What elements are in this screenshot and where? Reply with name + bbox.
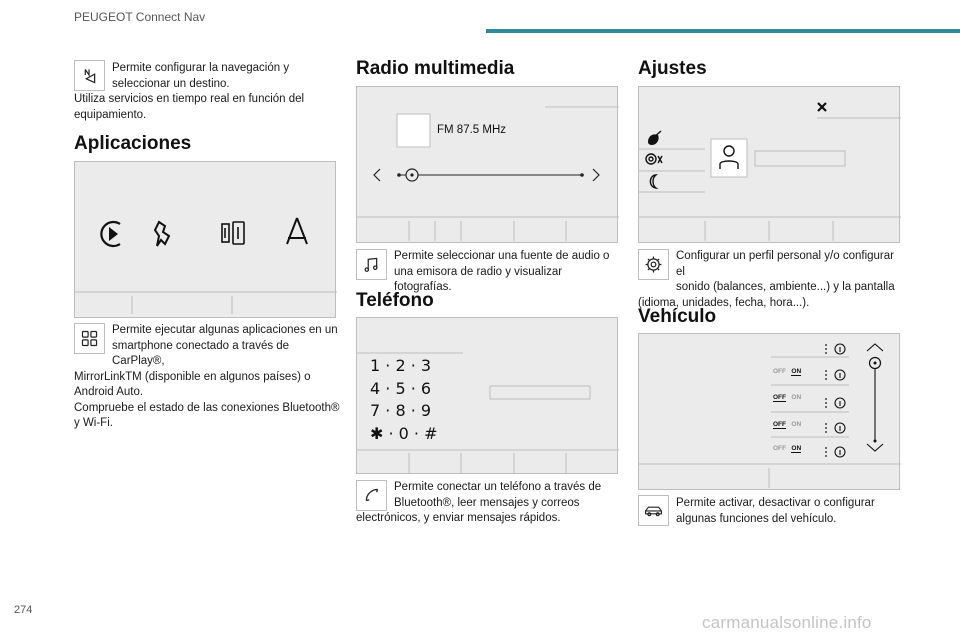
mirrorlink-icon [222, 222, 244, 244]
settings-screen-panel [638, 86, 900, 243]
keypad-row: 7 · 8 · 9 [370, 401, 432, 420]
phone-description: Permite conectar un teléfono a través de Bluetooth®, leer mensajes y correos electrónicos, y enviar mensajes rápidos. [356, 481, 602, 524]
section-title-radio: Radio multimedia [356, 58, 515, 79]
keypad-row: 1 · 2 · 3 [370, 356, 432, 375]
night-mode-icon [650, 175, 656, 188]
info-icons [835, 344, 845, 457]
android-auto-icon [287, 218, 307, 244]
scroll-down-icon [867, 444, 883, 451]
watermark: carmanualsonline.info [702, 613, 872, 632]
toggle-switch: OFF ON [773, 445, 802, 452]
header-accent-bar [486, 29, 960, 33]
profile-name-field [755, 151, 845, 166]
close-icon [818, 103, 826, 111]
sound-ambience-icon [648, 131, 661, 145]
phone-keypad [370, 355, 438, 445]
display-settings-icon [646, 154, 662, 164]
radio-description: Permite seleccionar una fuente de audio o una emisora de radio y visualizar fotografías. [394, 250, 610, 293]
toggle-switch: OFF ON [773, 421, 802, 428]
carplay-icon [101, 222, 120, 246]
peugeot-lion-icon [155, 222, 169, 246]
vehicle-screen-panel [638, 333, 900, 490]
toggle-switch: OFF ON [773, 394, 802, 401]
section-title-aplicaciones: Aplicaciones [74, 133, 192, 154]
album-art-placeholder [397, 114, 430, 147]
running-header: PEUGEOT Connect Nav [74, 10, 206, 24]
chevron-left-icon [374, 169, 380, 181]
chevron-right-icon [593, 169, 599, 181]
keypad-row: 4 · 5 · 6 [370, 378, 432, 398]
section-title-vehiculo: Vehículo [638, 306, 717, 327]
keypad-row: ✱ · 0 · # [370, 423, 438, 443]
settings-description: Configurar un perfil personal y/o configurar el sonido (balances, ambiente...) y la pantalla (idioma, unidades, fecha, hora...). [638, 250, 895, 309]
apps-description: Permite ejecutar algunas aplicaciones en un smartphone conectado a través de CarPlay®, MirrorLinkTM (disponible en algunos países) o Android Auto. Compruebe el estado de las conexiones Bluetooth® y Wi-Fi. [74, 324, 340, 429]
section-title-telefono: Teléfono [356, 290, 434, 311]
scroll-up-icon [867, 344, 883, 351]
vehicle-description: Permite activar, desactivar o configurar algunas funciones del vehículo. [676, 497, 875, 525]
dialed-number-field [490, 386, 590, 399]
apps-screen-panel [74, 161, 336, 318]
radio-screen-panel [356, 86, 618, 243]
nav-description: Permite configurar la navegación y seleccionar un destino. Utiliza servicios en tiempo real en función del equipamiento. [74, 62, 305, 121]
toggle-switch: OFF ON [773, 368, 802, 375]
profile-tile [711, 139, 747, 177]
radio-frequency: FM 87.5 MHz [437, 124, 507, 136]
vehicle-options-column [825, 344, 827, 457]
section-title-ajustes: Ajustes [638, 58, 707, 79]
page-number: 274 [14, 604, 33, 616]
